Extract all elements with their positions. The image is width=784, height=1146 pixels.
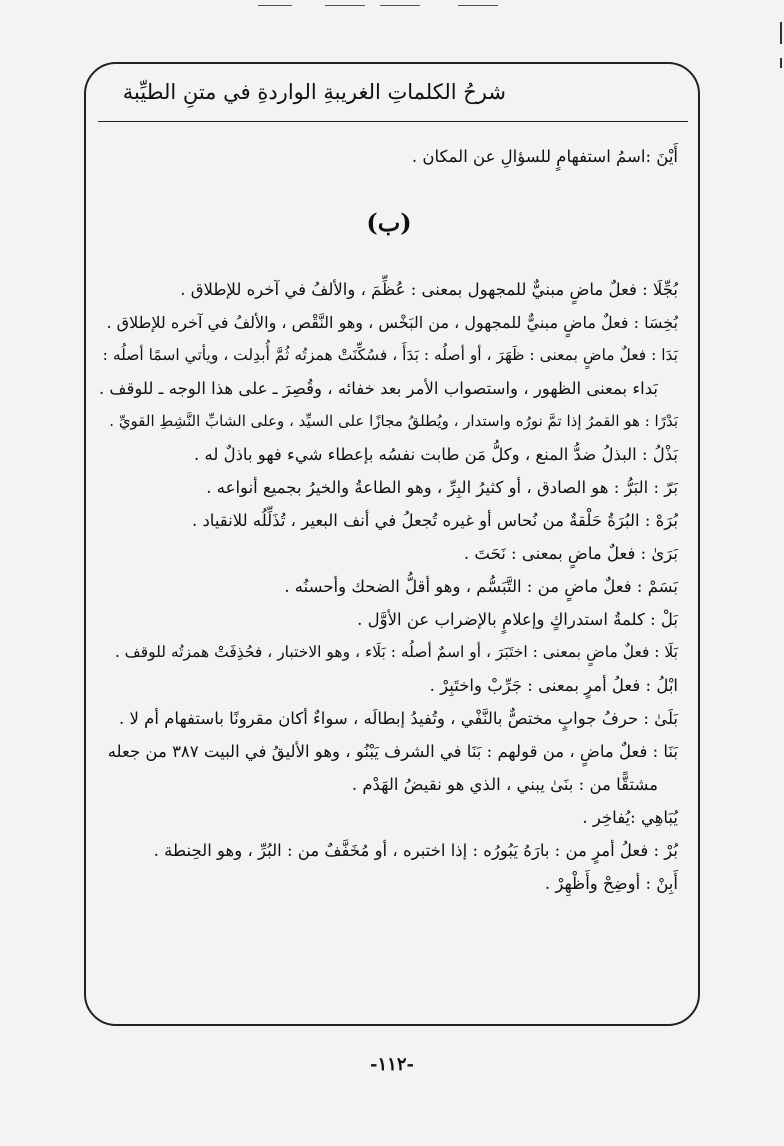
glossary-entry: بَلَىٰ : حرفُ جوابٍ مختصٌّ بالنَّفْي ، وتُفيدُ إبطالَه ، سواءٌ أكان مقرونًا باستفهام أم لا . xyxy=(119,709,678,728)
glossary-entry: بَلْ : كلمةُ استدراكٍ وإعلامٍ بالإضراب عن الأوَّل . xyxy=(357,610,678,629)
top-rule-3 xyxy=(380,5,420,6)
glossary-entry: بَدْرًا : هو القمرُ إذا تمَّ نورُه واستدار ، ويُطلقُ مجازًا على السيِّد ، وعلى الشابِّ النَّشِطِ القويِّ . xyxy=(109,412,678,430)
top-rule-1 xyxy=(258,5,292,6)
page-header-title: شرحُ الكلماتِ الغريبةِ الواردةِ في متنِ الطيِّبة xyxy=(122,80,506,104)
glossary-entry: ابْلُ : فعلُ أمرٍ بمعنى : جَرِّبْ واختَبِرْ . xyxy=(429,676,678,695)
glossary-entry: بَذْلُ : البذلُ ضدُّ المنع ، وكلُّ مَن طابت نفسُه بإعطاء شيء فهو باذلٌ له . xyxy=(193,445,678,464)
glossary-entry: أَيْنَ :اسمُ استفهامٍ للسؤالِ عن المكان . xyxy=(411,147,678,166)
glossary-entry: بُجِّلَا : فعلٌ ماضٍ مبنيٌّ للمجهول بمعنى : عُظِّمَ ، والألفُ في آخره للإطلاق . xyxy=(180,280,678,299)
header-rule xyxy=(98,121,688,122)
glossary-entry-continuation: بَداء بمعنى الظهور ، واستصواب الأمر بعد خفائه ، وقُصِرَ ـ على هذا الوجه ـ للوقف . xyxy=(98,379,658,398)
glossary-entry: بَلَا : فعلٌ ماضٍ بمعنى : اختَبَرَ ، أو اسمٌ أصلُه : بَلَاء ، وهو الاختبار ، فحُذِفَتْ همزتُه للوقف . xyxy=(114,643,678,661)
glossary-entry: بَسَمْ : فعلٌ ماضٍ من : التَّبَسُّم ، وهو أقلُّ الضحك وأحسنُه . xyxy=(284,577,678,596)
glossary-entry: بُرَهْ : البُرَةُ حَلْقةٌ من نُحاس أو غيره تُجعلُ في أنف البعير ، تُذَلِّلُه للانقياد . xyxy=(191,511,678,530)
top-rule-4 xyxy=(458,5,498,6)
glossary-entry: بُخِسَا : فعلٌ ماضٍ مبنيٌّ للمجهول ، من البَخْس ، وهو النَّقْص ، والألفُ في آخره للإطلاق . xyxy=(106,313,678,332)
scan-edge-mark-2 xyxy=(780,58,782,68)
glossary-entry: يُبَاهِي :يُفاخِر . xyxy=(582,808,678,827)
glossary-content xyxy=(100,140,678,900)
top-rule-2 xyxy=(325,5,365,6)
scan-edge-mark-1 xyxy=(780,22,782,44)
glossary-entry-continuation: مشتقًّا من : بنَىٰ يبني ، الذي هو نقيضُ الهَدْم . xyxy=(351,775,658,794)
glossary-entry: أَبِنْ : أوضِحْ وأَظْهِرْ . xyxy=(544,874,678,893)
glossary-entry: بَنَا : فعلٌ ماضٍ ، من قولهم : بَنَا في الشرف يَبْنُو ، وهو الأليقُ في البيت ٣٨٧ من جعله xyxy=(107,742,678,761)
glossary-entry: بَرَىٰ : فعلٌ ماضٍ بمعنى : نَحَتَ . xyxy=(463,544,678,563)
section-heading-ba: (ب) xyxy=(366,208,412,237)
page-number: -١١٢- xyxy=(370,1054,414,1075)
glossary-entry: بُرْ : فعلُ أمرٍ من : بارَهُ يَبُورُه : إذا اختبره ، أو مُخَفَّفٌ من : البُرِّ ، وهو الحِنطة . xyxy=(153,841,678,860)
glossary-entry: بَرّ : البَرُّ : هو الصادق ، أو كثيرُ البِرِّ ، وهو الطاعةُ والخيرُ بجميع أنواعه . xyxy=(206,478,678,497)
glossary-entry: بَدَا : فعلٌ ماضٍ بمعنى : ظَهَرَ ، أو أصلُه : بَدَأَ ، فسُكِّنَتْ همزتُه ثُمَّ أُبدِلت ، ويأتي اسمًا أصلُه : xyxy=(102,346,678,364)
